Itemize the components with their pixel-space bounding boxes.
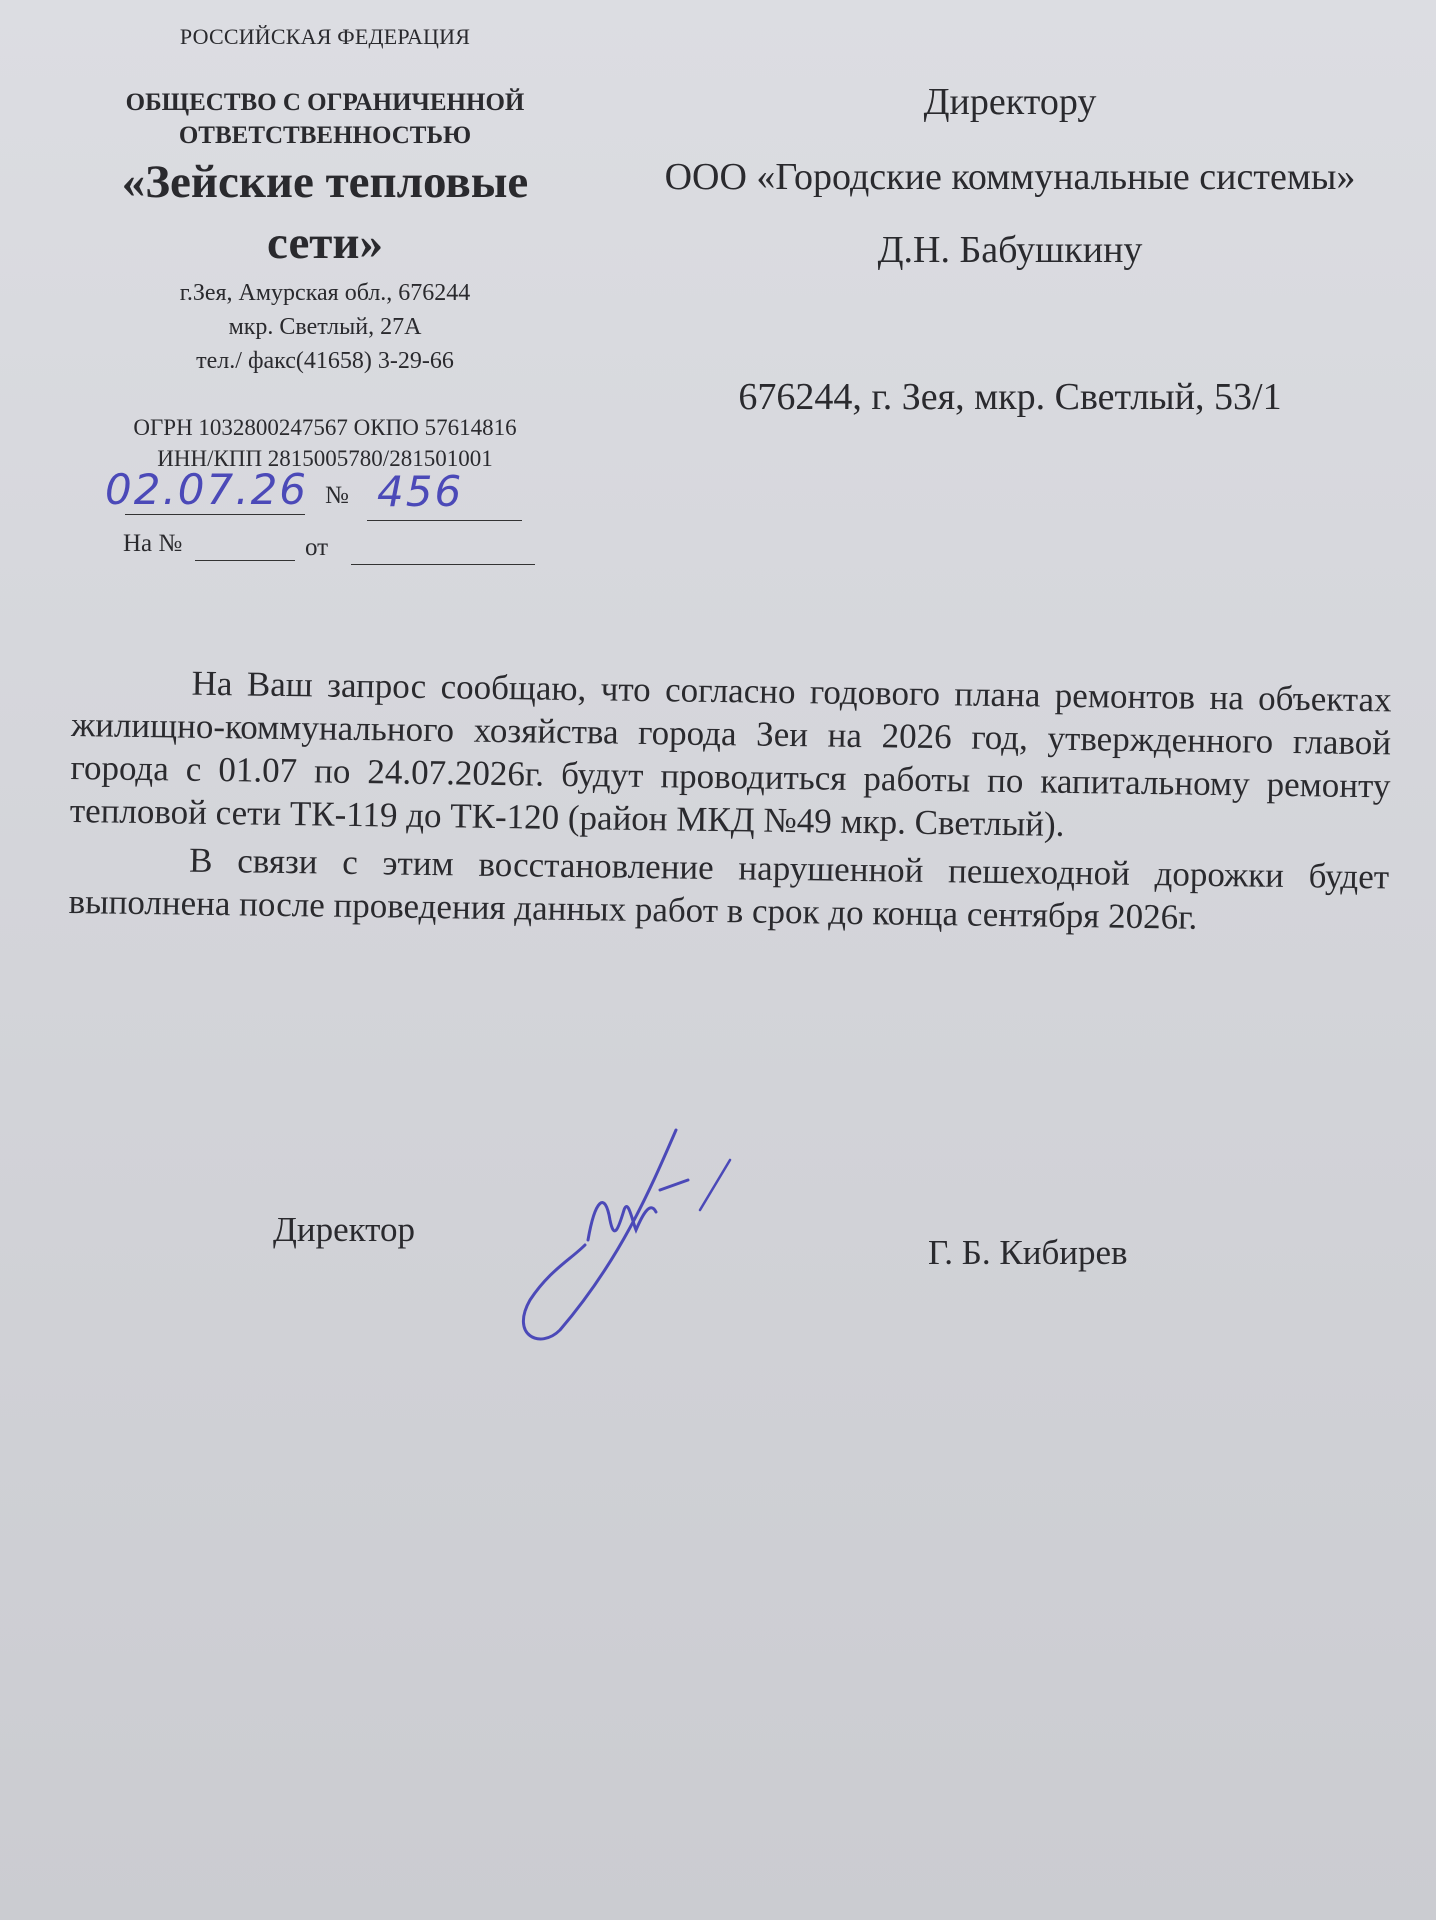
letterhead-org-name (100, 152, 550, 274)
letterhead-org-type-line1: ОБЩЕСТВО С ОГРАНИЧЕННОЙ (125, 89, 525, 116)
letterhead-phone: тел./ факс(41658) 3-29-66 (196, 348, 454, 374)
letterhead-org-type-line2: ОТВЕТСТВЕННОСТЬЮ (178, 122, 472, 149)
outgoing-number-handwritten: 456 (377, 467, 464, 516)
letterhead-inn-kpp: ИНН/КПП 2815005780/281501001 (157, 446, 493, 471)
letterhead-org-type (100, 86, 550, 152)
handwritten-signature (500, 1120, 760, 1350)
body-paragraph-2: В связи с этим восстановление нарушенной пешеходной дорожки будет выполнена после проведения данных работ в срок до конца сентября 2026г. (68, 840, 1390, 937)
reply-reference (123, 530, 543, 570)
signatory-title: Директор (273, 1210, 416, 1249)
letterhead-address-line1: г.Зея, Амурская обл., 676244 (179, 280, 471, 306)
outgoing-date-handwritten: 02.07.26 (105, 465, 309, 514)
addressee-name: Д.Н. Бабушкину (877, 229, 1143, 271)
reply-number-blank (195, 560, 295, 561)
reply-from-label: от (305, 534, 329, 561)
addressee-position: Директору (923, 81, 1097, 123)
signatory-name: Г. Б. Кибирев (928, 1233, 1128, 1272)
letter-body (68, 660, 1392, 946)
letterhead-ogrn-okpo: ОГРН 1032800247567 ОКПО 57614816 (133, 415, 517, 440)
addressee-address: 676244, г. Зея, мкр. Светлый, 53/1 (738, 376, 1282, 418)
letterhead-org-name-line2: сети» (267, 217, 383, 269)
letterhead-address (100, 276, 550, 378)
body-paragraph-1: На Ваш запрос сообщаю, что согласно годового плана ремонтов на объектах жилищно-коммунального хозяйства города Зеи на 2026 год, утвержденного главой города с 01.07 по 24.07.2026г. будут проводиться работы по капитальному ремонту тепловой сети ТК-119 до ТК-120 (район МКД №49 мкр. Светлый). (69, 663, 1392, 844)
letterhead-country: РОССИЙСКАЯ ФЕДЕРАЦИЯ (179, 24, 471, 49)
letterhead-org-name-line1: «Зейские тепловые (121, 156, 529, 208)
outgoing-number-label: № (325, 482, 349, 509)
outgoing-date-field (105, 465, 309, 515)
letterhead-address-line2: мкр. Светлый, 27А (228, 314, 422, 340)
reply-number-label: На № (123, 530, 183, 557)
addressee-organization: ООО «Городские коммунальные системы» (664, 156, 1356, 198)
reply-date-blank (351, 564, 535, 565)
outgoing-number-field (367, 467, 522, 521)
outgoing-registration (105, 465, 535, 520)
